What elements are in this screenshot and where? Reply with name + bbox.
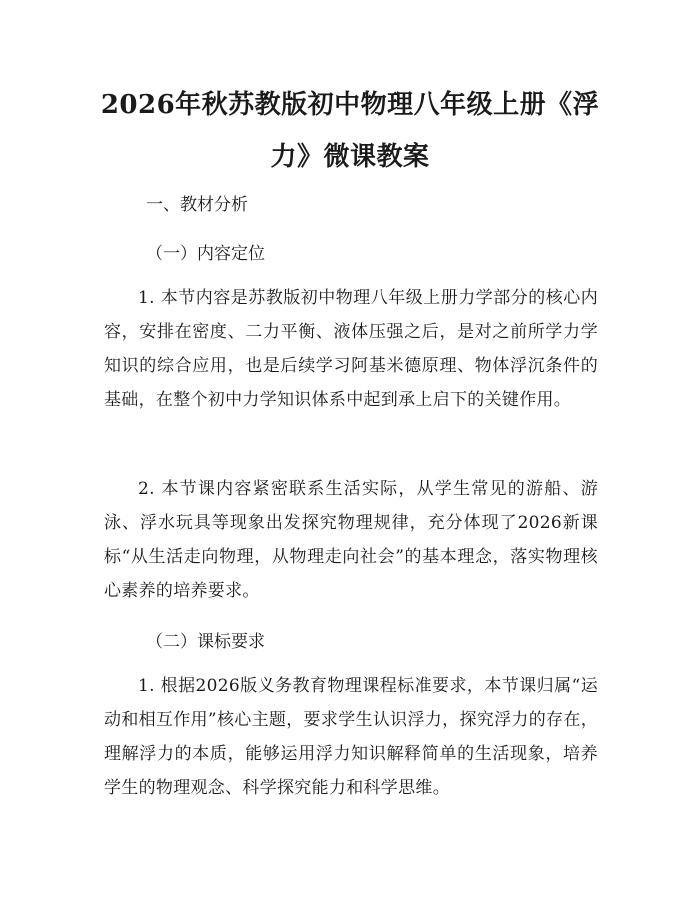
document-title-line-2: 力》微课教案 <box>270 142 430 172</box>
paragraph-3: 1. 根据2026版义务教育物理课程标准要求，本节课归属“运动和相互作用”核心主题，要求学生认识浮力，探究浮力的存在，理解浮力的本质，能够运用浮力知识解释简单的生活现象，培养学生的物理观念、科学探究能力和科学思维。 <box>104 676 598 798</box>
subsection-heading-curriculum-requirements: （二）课标要求 <box>146 632 265 652</box>
section-heading-textbook-analysis: 一、教材分析 <box>146 195 248 215</box>
subsection-heading-content-positioning: （一）内容定位 <box>146 244 265 264</box>
paragraph-2: 2. 本节课内容紧密联系生活实际，从学生常见的游船、游泳、浮水玩具等现象出发探究物理规律，充分体现了2026新课标“从生活走向物理，从物理走向社会”的基本理念，落实物理核心素养的培养要求。 <box>104 479 598 601</box>
document-title-line-1: 2026年秋苏教版初中物理八年级上册《浮 <box>100 90 600 120</box>
paragraph-1: 1. 本节内容是苏教版初中物理八年级上册力学部分的核心内容，安排在密度、二力平衡、液体压强之后，是对之前所学力学知识的综合应用，也是后续学习阿基米德原理、物体浮沉条件的基础，在整个初中力学知识体系中起到承上启下的关键作用。 <box>104 288 598 410</box>
